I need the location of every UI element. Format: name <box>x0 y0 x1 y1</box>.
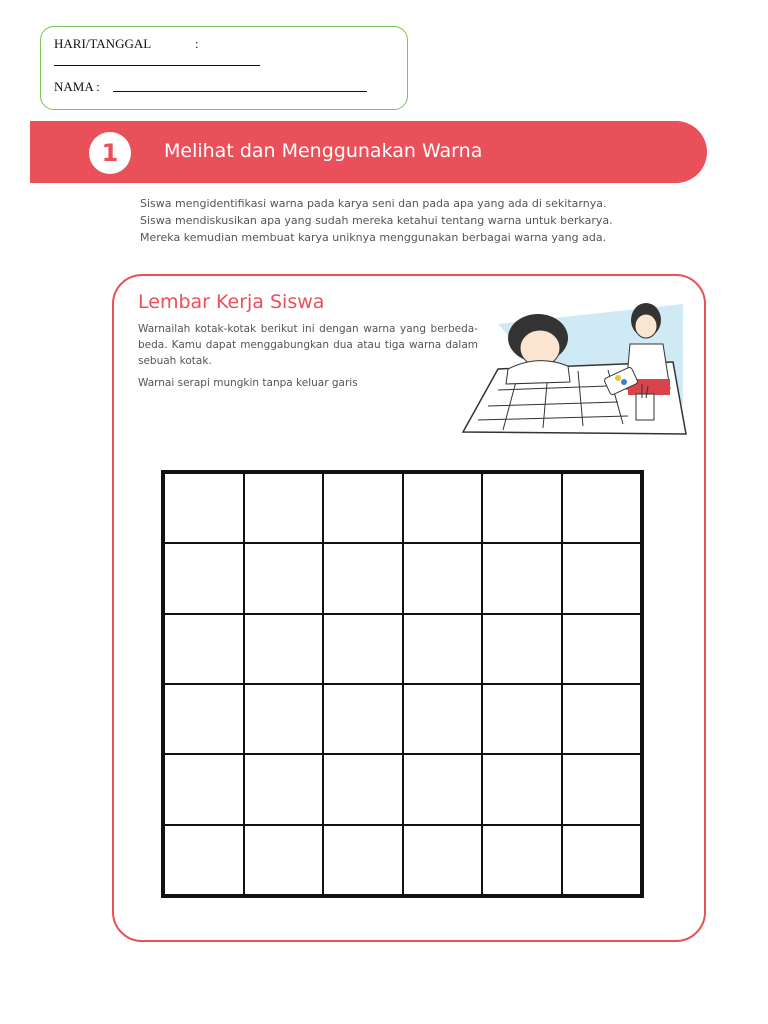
name-label: NAMA : <box>54 79 100 94</box>
worksheet-instructions <box>138 321 478 397</box>
grid-cell[interactable] <box>562 754 642 824</box>
name-field-line[interactable] <box>113 91 367 92</box>
instruction-text: Warnai serapi mungkin tanpa keluar garis <box>138 377 358 389</box>
grid-cell[interactable] <box>562 614 642 684</box>
grid-cell[interactable] <box>323 825 403 895</box>
grid-cell[interactable] <box>482 473 562 543</box>
worksheet-title: Lembar Kerja Siswa <box>138 291 325 313</box>
grid-cell[interactable] <box>482 825 562 895</box>
intro-text <box>140 195 692 246</box>
grid-cell[interactable] <box>482 684 562 754</box>
intro-line: Siswa mendiskusikan apa yang sudah mereka ketahui tentang warna untuk berkarya. <box>140 214 613 227</box>
grid-cell[interactable] <box>323 614 403 684</box>
grid-cell[interactable] <box>244 543 324 613</box>
grid-cell[interactable] <box>562 684 642 754</box>
grid-cell[interactable] <box>323 754 403 824</box>
grid-cell[interactable] <box>244 614 324 684</box>
intro-line: Mereka kemudian membuat karya uniknya menggunakan berbagai warna yang ada. <box>140 231 607 244</box>
section-banner <box>30 121 707 183</box>
grid-cell[interactable] <box>164 754 244 824</box>
grid-cell[interactable] <box>403 543 483 613</box>
grid-cell[interactable] <box>164 684 244 754</box>
student-info-box <box>40 26 408 110</box>
grid-cell[interactable] <box>562 473 642 543</box>
grid-cell[interactable] <box>244 473 324 543</box>
grid-cell[interactable] <box>482 614 562 684</box>
grid-cell[interactable] <box>482 754 562 824</box>
grid-cell[interactable] <box>164 614 244 684</box>
grid-cell[interactable] <box>164 825 244 895</box>
grid-cell[interactable] <box>323 684 403 754</box>
grid-cell[interactable] <box>323 473 403 543</box>
grid-cell[interactable] <box>403 754 483 824</box>
grid-cell[interactable] <box>244 754 324 824</box>
date-field-line[interactable] <box>54 65 260 66</box>
grid-cell[interactable] <box>323 543 403 613</box>
grid-cell[interactable] <box>403 614 483 684</box>
grid-cell[interactable] <box>403 473 483 543</box>
date-label: HARI/TANGGAL <box>54 36 152 51</box>
intro-line: Siswa mengidentifikasi warna pada karya seni dan pada apa yang ada di sekitarnya. <box>140 197 607 210</box>
grid-cell[interactable] <box>244 684 324 754</box>
grid-cell[interactable] <box>562 543 642 613</box>
section-number-badge: 1 <box>89 132 131 174</box>
children-coloring-illustration <box>458 294 688 440</box>
grid-cell[interactable] <box>562 825 642 895</box>
section-title: Melihat dan Menggunakan Warna <box>164 140 483 162</box>
grid-cell[interactable] <box>244 825 324 895</box>
grid-cell[interactable] <box>164 543 244 613</box>
grid-cell[interactable] <box>403 684 483 754</box>
coloring-grid <box>161 470 644 898</box>
instruction-text: Warnailah kotak-kotak berikut ini dengan warna yang berbeda-beda. Kamu dapat menggabungkan dua atau tiga warna dalam sebuah kotak. <box>138 323 478 367</box>
grid-cell[interactable] <box>482 543 562 613</box>
grid-cell[interactable] <box>164 473 244 543</box>
grid-cell[interactable] <box>403 825 483 895</box>
date-colon: : <box>195 36 199 51</box>
